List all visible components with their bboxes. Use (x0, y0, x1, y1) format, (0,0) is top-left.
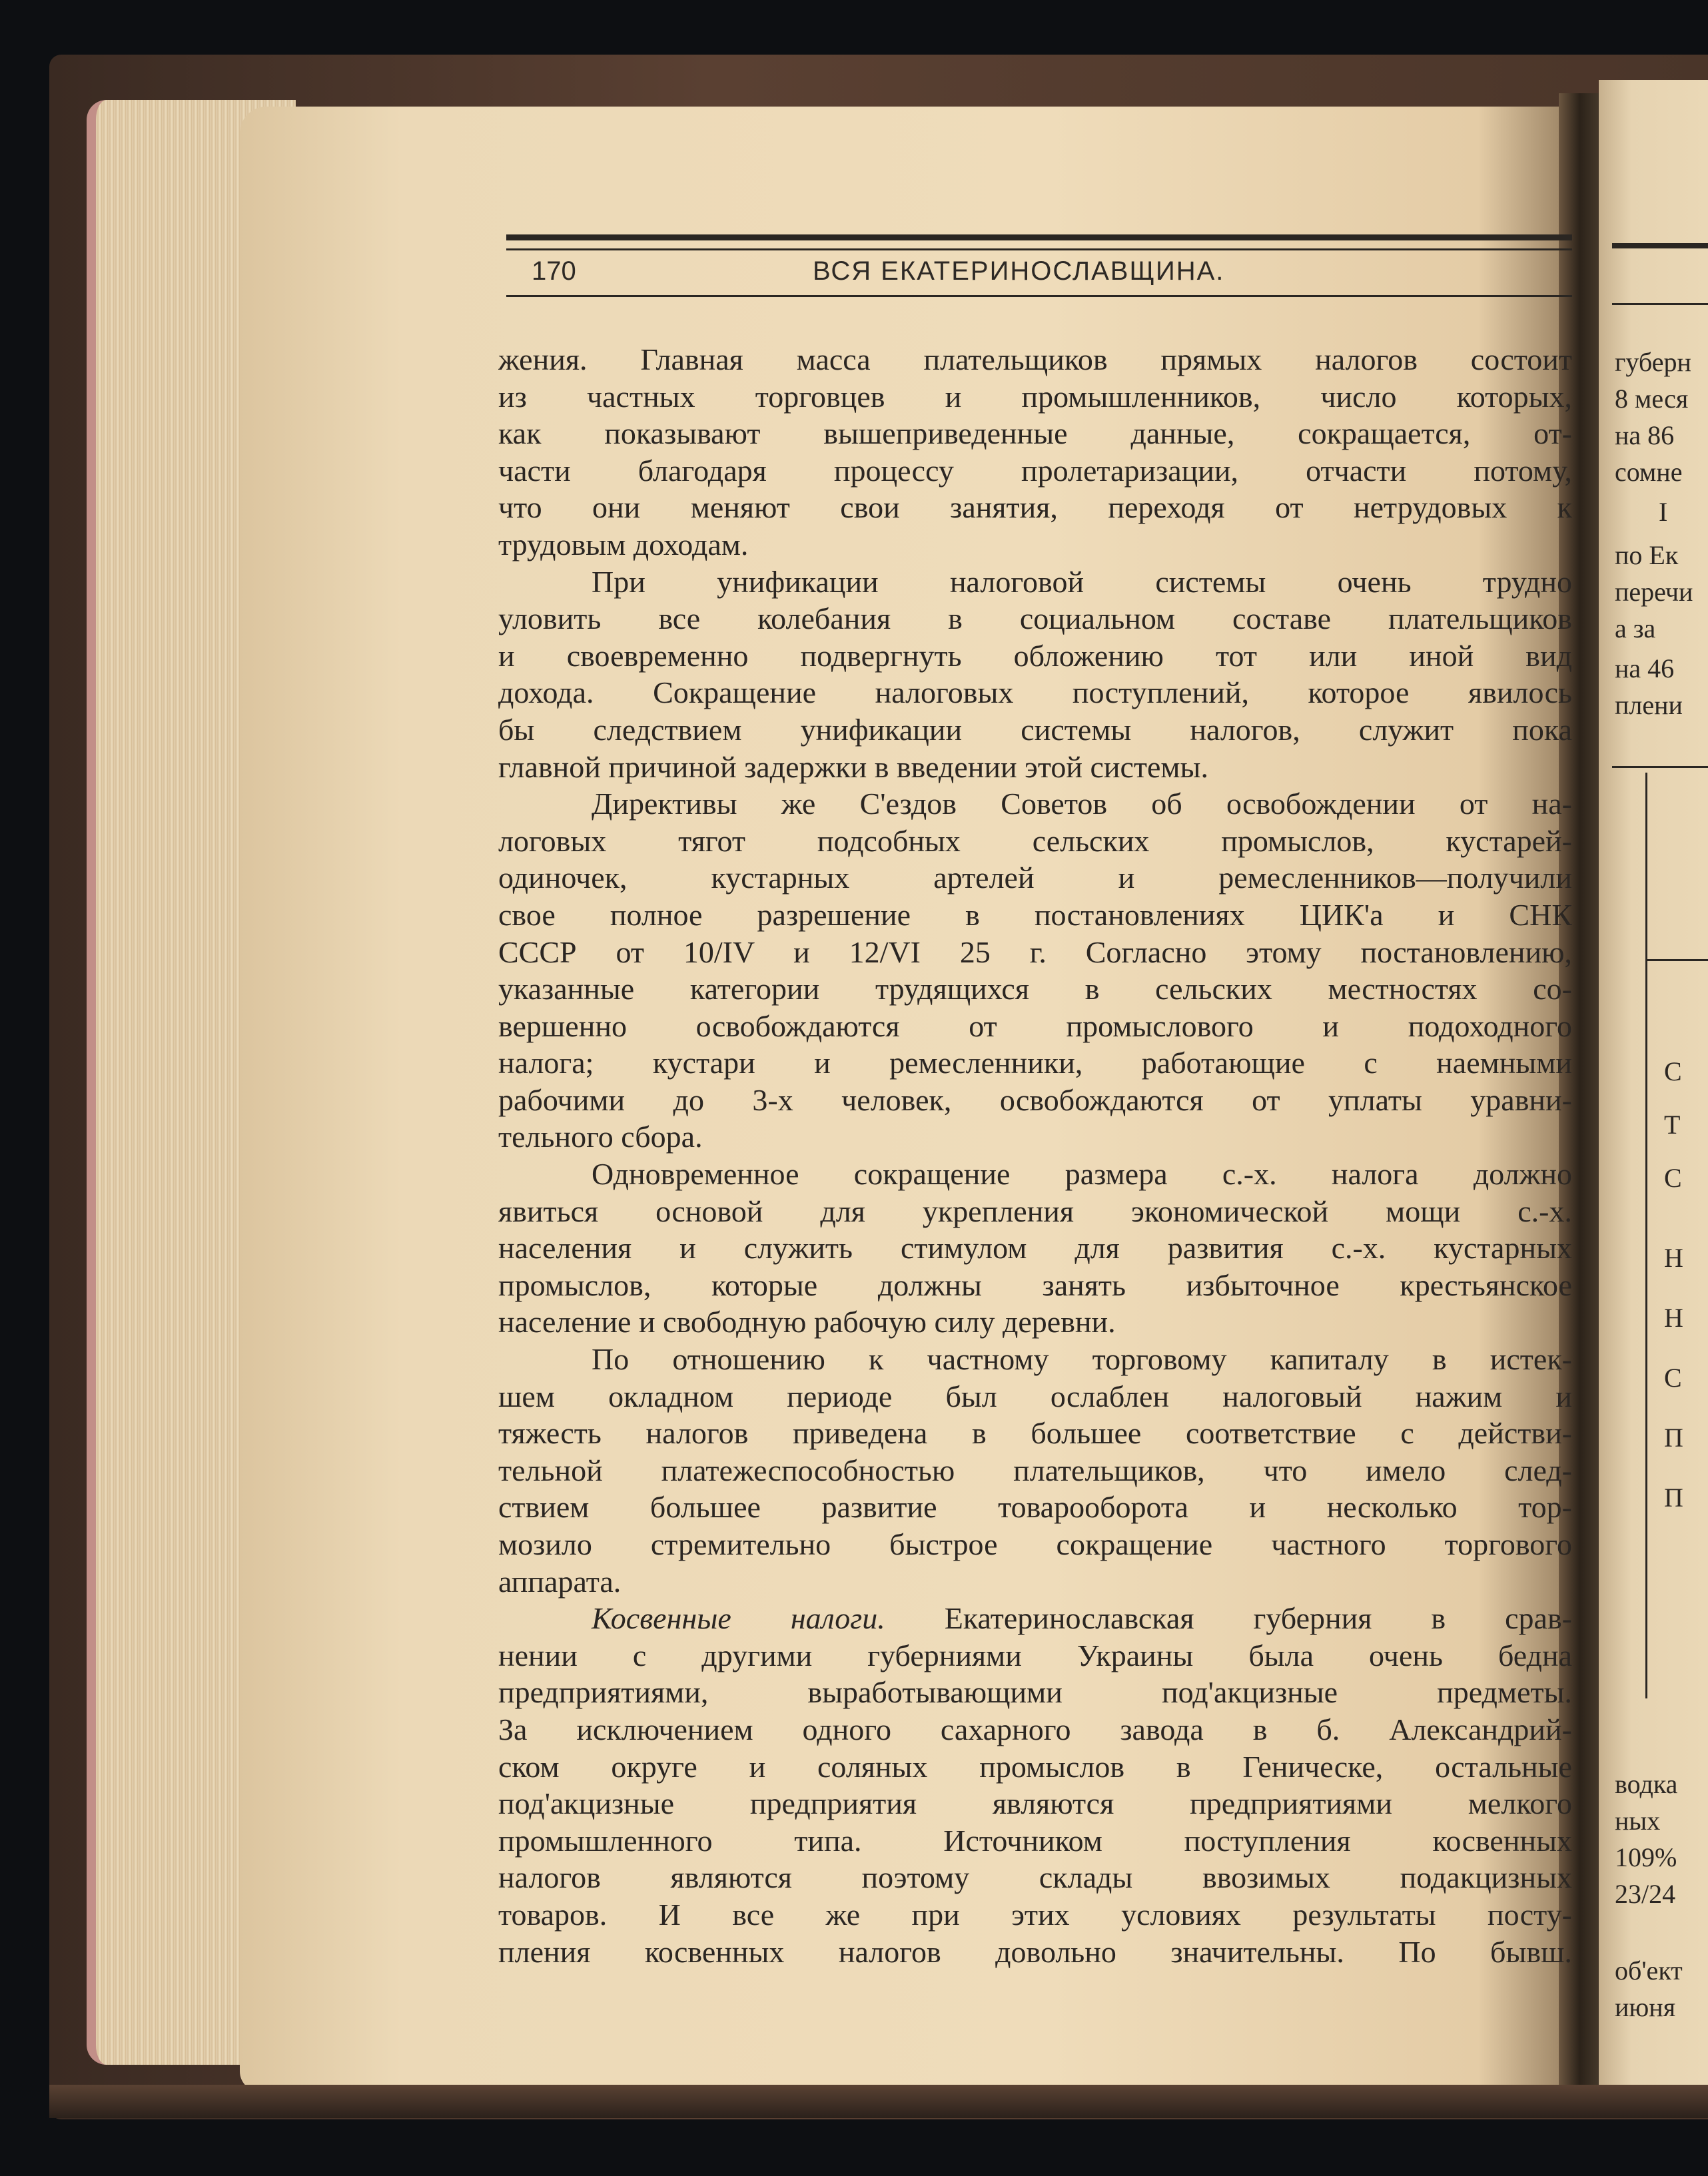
text-line: аппарата. (498, 1564, 622, 1599)
right-table-cell: С (1664, 1363, 1682, 1393)
right-text-line: 109% (1615, 1842, 1677, 1872)
text-line: тяжесть налогов приведена в большее соответствие с действи- (498, 1416, 1572, 1451)
text-line: мозило стремительно быстрое сокращение частного торгового (498, 1527, 1572, 1561)
text-line: За исключением одного сахарного завода в б. Александрий- (498, 1712, 1572, 1746)
right-text-line: июня (1615, 1992, 1676, 2022)
text-line: уловить все колебания в социальном составе плательщиков (498, 601, 1572, 636)
text-line: промышленного типа. Источником поступления косвенных (498, 1823, 1572, 1858)
body-text (498, 341, 1572, 1970)
text-line: При унификации налоговой системы очень трудно (592, 564, 1572, 599)
text-line: бы следствием унификации системы налогов, служит пока (498, 712, 1572, 747)
running-title: ВСЯ ЕКАТЕРИНОСЛАВЩИНА. (813, 256, 1225, 286)
text-line: как показывают вышеприведенные данные, сокращается, от- (498, 416, 1572, 451)
text-line: нении с другими губерниями Украины была очень бедна (498, 1638, 1572, 1672)
text-line: По отношению к частному торговому капиталу в истек- (592, 1342, 1572, 1377)
right-table-cell: Т (1664, 1110, 1681, 1140)
page-number: 170 (532, 256, 576, 286)
right-text-line: сомне (1615, 457, 1683, 487)
text-line: части благодаря процессу пролетаризации, отчасти потому, (498, 453, 1572, 488)
text-line: главной причиной задержки в введении этой системы. (498, 749, 1208, 784)
right-text-line: ных (1615, 1806, 1661, 1836)
text-line: население и свободную рабочую силу деревни. (498, 1305, 1116, 1339)
text-line (498, 1600, 1572, 1637)
header-rule-under (506, 295, 1572, 297)
text-line: Директивы же С'ездов Советов об освобождении от на- (592, 787, 1572, 821)
right-table-cell: П (1664, 1423, 1683, 1453)
text-line: налога; кустари и ремесленники, работающие с наемными (498, 1046, 1572, 1080)
right-text-line: I (1659, 497, 1668, 527)
right-header-rule (1612, 243, 1708, 248)
text-line: явиться основой для укрепления экономической мощи с.-х. (498, 1194, 1572, 1228)
book-bottom-edge (49, 2085, 1708, 2118)
text-line: логовых тягот подсобных сельских промыслов, кустарей- (498, 823, 1572, 858)
text-line: тельной платежеспособностью плательщиков, что имело след- (498, 1453, 1572, 1487)
text-line: промыслов, которые должны занять избыточное крестьянское (498, 1268, 1572, 1302)
text-line: из частных торговцев и промышленников, число которых, (498, 379, 1572, 414)
text-line: жения. Главная масса плательщиков прямых налогов состоит (498, 342, 1572, 376)
header-rule-thick (506, 234, 1572, 240)
right-table-cell: П (1664, 1483, 1683, 1513)
text-line: указанные категории трудящихся в сельских местностях со- (498, 972, 1572, 1006)
right-text-line: 8 меся (1615, 384, 1689, 414)
text-line: и своевременно подвергнуть обложению тот или иной вид (498, 638, 1572, 673)
right-text-line: перечи (1615, 577, 1693, 607)
right-table-border (1645, 773, 1647, 1698)
text-line: предприятиями, выработывающими под'акцизные предметы. (498, 1675, 1572, 1710)
text-line: налогов являются поэтому склады ввозимых подакцизных (498, 1860, 1572, 1895)
section-heading-rest: Екатеринославская губерния в срав- (944, 1601, 1572, 1636)
right-text-line: 23/24 (1615, 1879, 1676, 1909)
text-line: тельного сбора. (498, 1120, 703, 1154)
text-line: рабочими до 3-х человек, освобождаются от уплаты уравни- (498, 1082, 1572, 1117)
right-text-line: губерн (1615, 347, 1691, 377)
right-text-line: на 86 (1615, 420, 1675, 450)
right-text-line: на 46 (1615, 653, 1675, 683)
right-table-cell: С (1664, 1163, 1682, 1193)
right-text-line: плени (1615, 690, 1683, 720)
text-line: свое полное разрешение в постановлениях ЦИК'а и СНК (498, 897, 1572, 932)
right-text-line: водка (1615, 1769, 1678, 1799)
right-table-cell: С (1664, 1056, 1682, 1086)
text-line: СССР от 10/IV и 12/VI 25 г. Согласно этому постановлению, (498, 934, 1572, 969)
text-line: ствием большее развитие товарооборота и несколько тор- (498, 1490, 1572, 1525)
right-table-rule (1612, 766, 1708, 768)
text-line: вершенно освобождаются от промыслового и подоходного (498, 1008, 1572, 1043)
right-text-line: а за (1615, 613, 1656, 643)
right-table-cell: Н (1664, 1303, 1683, 1333)
text-line: пления косвенных налогов довольно значительны. По бывш. (498, 1934, 1572, 1969)
right-table-rule-inner (1645, 959, 1708, 961)
right-table-cell: Н (1664, 1243, 1683, 1273)
text-line: Одновременное сокращение размера с.-х. налога должно (592, 1157, 1572, 1192)
text-line: одиночек, кустарных артелей и ремесленников—получили (498, 861, 1572, 895)
right-text-line: об'ект (1615, 1956, 1683, 1986)
section-heading-italic: Косвенные налоги. (592, 1601, 885, 1636)
right-header-rule-thin (1612, 303, 1708, 305)
text-line: шем окладном периоде был ослаблен налоговый нажим и (498, 1379, 1572, 1413)
text-line: дохода. Сокращение налоговых поступлений, которое явилось (498, 675, 1572, 710)
text-line: трудовым доходам. (498, 527, 749, 561)
text-line: ском округе и соляных промыслов в Геническе, остальные (498, 1749, 1572, 1784)
right-text-line: по Ек (1615, 540, 1679, 570)
text-line: что они меняют свои занятия, переходя от нетрудовых к (498, 490, 1572, 525)
text-line: населения и служить стимулом для развития с.-х. кустарных (498, 1231, 1572, 1266)
header-rule-thin (506, 248, 1572, 250)
text-line: товаров. И все же при этих условиях результаты посту- (498, 1897, 1572, 1932)
text-line: под'акцизные предприятия являются предприятиями мелкого (498, 1786, 1572, 1821)
